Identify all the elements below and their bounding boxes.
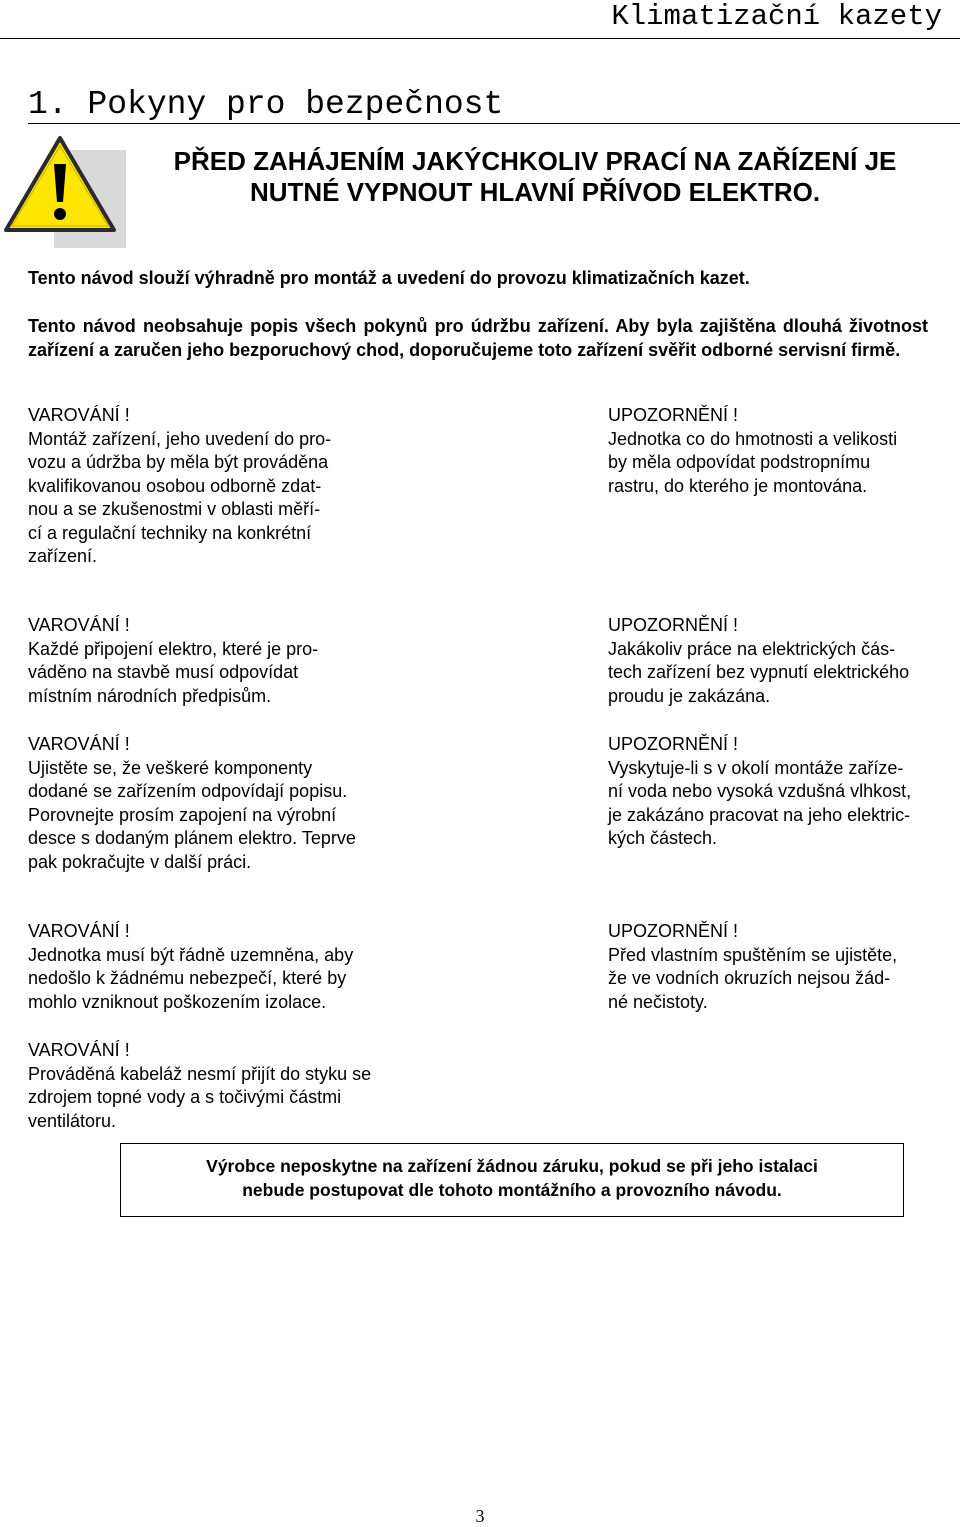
warning-text: Každé připojení elektro, které je pro- váděno na stavbě musí odpovídat místním národních předpisům. [28, 638, 319, 706]
caution-text: Jednotka co do hmotnosti a velikosti by měla odpovídat podstropnímu rastru, do kterého je montována. [608, 428, 898, 496]
caution-block [608, 733, 958, 851]
warning-text: Jednotka musí být řádně uzemněna, aby nedošlo k žádnému nebezpečí, které by mohlo vzniknout poškozením izolace. [28, 944, 354, 1012]
caution-text: Jakákoliv práce na elektrických čás- tech zařízení bez vypnutí elektrického proudu je zakázána. [608, 638, 910, 706]
intro-paragraph-1: Tento návod slouží výhradně pro montáž a uvedení do provozu klimatizačních kazet. [28, 268, 750, 288]
caution-heading: UPOZORNĚNÍ ! [608, 921, 739, 941]
warning-text: Ujistěte se, že veškeré komponenty dodané se zařízením odpovídají popisu. Porovnejte prosím zapojení na výrobní desce s dodaným plánem elektro. Teprve pak pokračujte v další práci. [28, 757, 356, 872]
warning-heading: VAROVÁNÍ ! [28, 405, 130, 425]
document-header-title: Klimatizační kazety [611, 0, 942, 33]
warning-block [28, 614, 448, 708]
warning-block [28, 920, 448, 1014]
header-divider [0, 38, 960, 39]
caution-block [608, 404, 958, 498]
power-off-warning-text: PŘED ZAHÁJENÍM JAKÝCHKOLIV PRACÍ NA ZAŘÍZENÍ JE NUTNÉ VYPNOUT HLAVNÍ PŘÍVOD ELEKTRO. [173, 146, 897, 207]
warning-block [28, 733, 448, 874]
warning-text: Montáž zařízení, jeho uvedení do pro- vozu a údržba by měla být prováděna kvalifikovanou osobou odborně zdat- nou a se zkušenostmi v oblasti měří- cí a regulační techniky na konkrétní zařízení. [28, 428, 332, 566]
warning-triangle-icon [4, 128, 128, 252]
caution-block [608, 614, 958, 708]
caution-heading: UPOZORNĚNÍ ! [608, 405, 739, 425]
caution-text: Vyskytuje-li s v okolí montáže zaříze- ní voda nebo vysoká vzdušná vlhkost, je zakázáno pracovat na jeho elektric- kých částech. [608, 757, 912, 848]
warranty-notice-text: Výrobce neposkytne na zařízení žádnou záruku, pokud se při jeho istalaci nebude postupovat dle tohoto montážního a provozního návodu. [206, 1156, 818, 1200]
section-title: 1. Pokyny pro bezpečnost [28, 86, 504, 123]
warning-block [28, 1039, 448, 1133]
intro-paragraph-2: Tento návod neobsahuje popis všech pokynů pro údržbu zařízení. Aby byla zajištěna dlouhá životnost zařízení a zaručen jeho bezporuchový chod, doporučujeme toto zařízení svěřit odborné servisní firmě. [28, 316, 928, 360]
caution-text: Před vlastním spuštěním se ujistěte, že ve vodních okruzích nejsou žád- né nečistoty. [608, 944, 898, 1012]
warning-heading: VAROVÁNÍ ! [28, 921, 130, 941]
warranty-notice-box [120, 1143, 904, 1217]
power-off-warning [135, 146, 935, 208]
caution-heading: UPOZORNĚNÍ ! [608, 734, 739, 754]
warning-heading: VAROVÁNÍ ! [28, 734, 130, 754]
warning-heading: VAROVÁNÍ ! [28, 615, 130, 635]
page-number: 3 [475, 1506, 485, 1526]
warning-block [28, 404, 448, 569]
caution-heading: UPOZORNĚNÍ ! [608, 615, 739, 635]
warning-heading: VAROVÁNÍ ! [28, 1040, 130, 1060]
section-divider [28, 123, 960, 124]
warning-text: Prováděná kabeláž nesmí přijít do styku se zdrojem topné vody a s točivými částmi ventilátoru. [28, 1063, 372, 1131]
caution-block [608, 920, 958, 1014]
